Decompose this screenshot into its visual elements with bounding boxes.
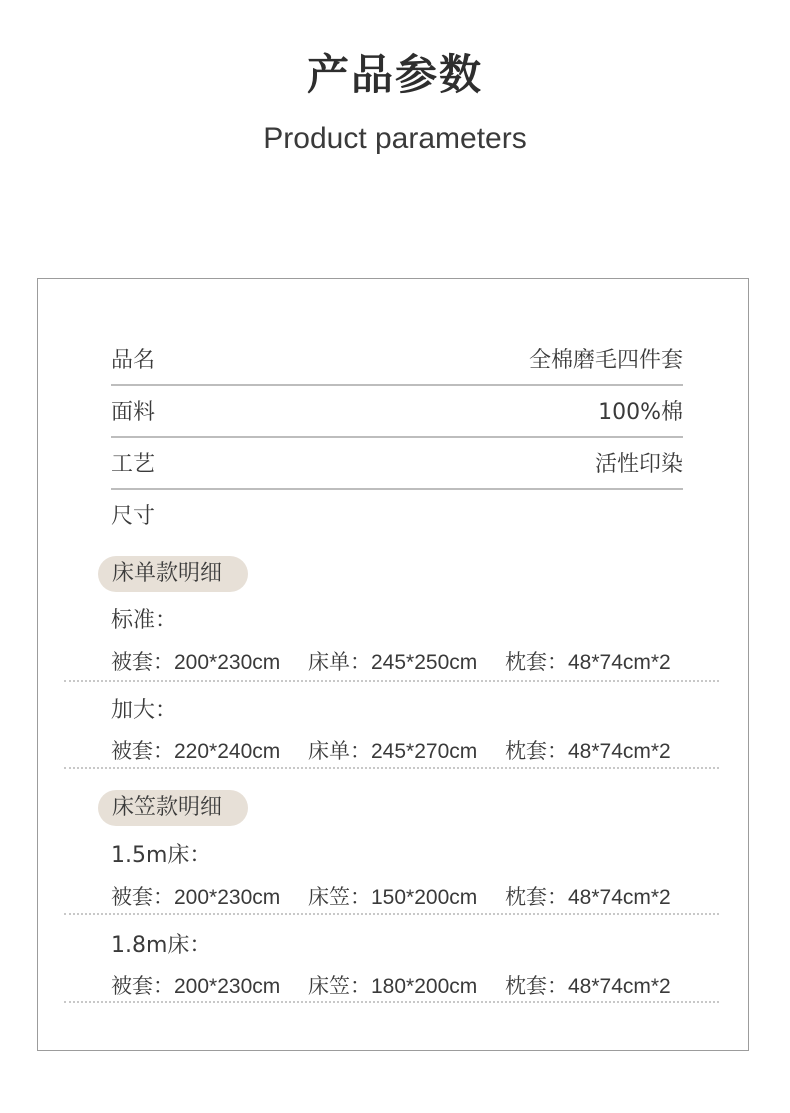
duvet-size: 被套：200*230cm — [111, 886, 281, 909]
dotted-divider — [64, 913, 719, 915]
size-group-label: 1.8m床： — [111, 933, 212, 958]
size-group-label: 1.5m床： — [111, 843, 212, 868]
fitted-section-badge: 床笠款明细 — [98, 790, 248, 826]
param-label: 工艺 — [111, 452, 156, 477]
pillow-size: 枕套：48*74cm*2 — [505, 651, 671, 674]
size-detail-line — [111, 735, 671, 765]
dotted-divider — [64, 680, 719, 682]
sheet-size: 床单：245*250cm — [308, 651, 478, 674]
pillow-size: 枕套：48*74cm*2 — [505, 886, 671, 909]
param-label: 尺寸 — [111, 504, 156, 529]
size-group-label: 加大： — [111, 698, 178, 723]
param-row-fabric — [111, 384, 683, 438]
size-detail-line — [111, 646, 671, 676]
param-label: 品名 — [111, 348, 156, 373]
pillow-size: 枕套：48*74cm*2 — [505, 975, 671, 998]
param-value: 100%棉 — [598, 400, 683, 425]
param-row-name — [111, 332, 683, 386]
fitted-size: 床笠：180*200cm — [308, 975, 478, 998]
size-detail-line — [111, 970, 671, 1000]
page-subtitle: Product parameters — [263, 122, 527, 155]
param-value: 活性印染 — [594, 452, 683, 477]
sheet-size: 床单：245*270cm — [308, 740, 478, 763]
param-value: 全棉磨毛四件套 — [528, 348, 683, 373]
page-title: 产品参数 — [306, 50, 483, 99]
param-row-size — [111, 488, 683, 540]
sheet-section-badge: 床单款明细 — [98, 556, 248, 592]
dotted-divider — [64, 1001, 719, 1003]
size-group-label: 标准： — [111, 608, 178, 633]
param-row-craft — [111, 436, 683, 490]
size-detail-line — [111, 881, 671, 911]
dotted-divider — [64, 767, 719, 769]
duvet-size: 被套：200*230cm — [111, 975, 281, 998]
duvet-size: 被套：220*240cm — [111, 740, 281, 763]
pillow-size: 枕套：48*74cm*2 — [505, 740, 671, 763]
fitted-size: 床笠：150*200cm — [308, 886, 478, 909]
param-label: 面料 — [111, 400, 156, 425]
duvet-size: 被套：200*230cm — [111, 651, 281, 674]
